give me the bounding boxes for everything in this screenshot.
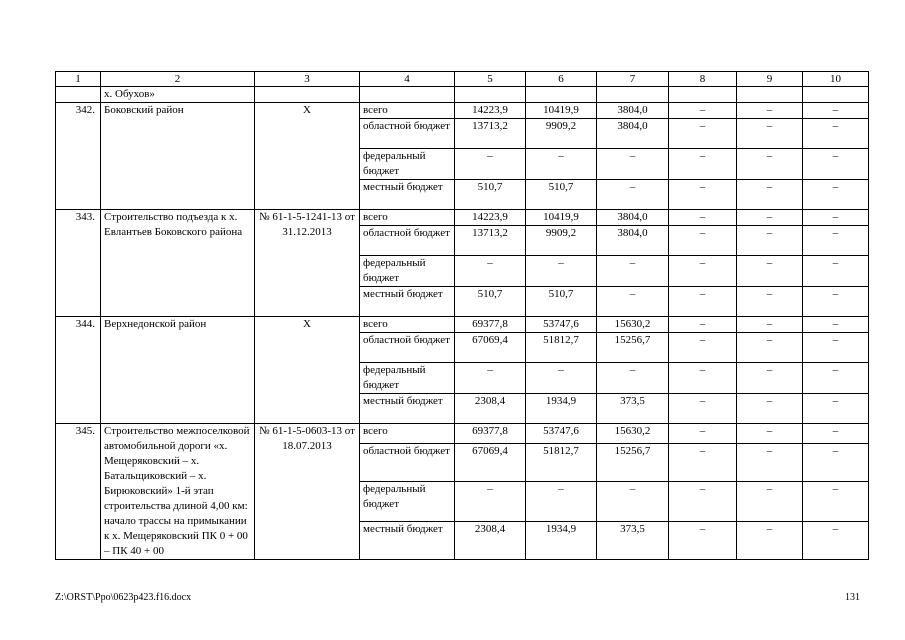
amount-cell: 373,5 <box>597 521 669 559</box>
amount-cell: – <box>803 256 869 287</box>
funding-source: областной бюджет <box>360 119 455 149</box>
empty-cell <box>360 87 455 103</box>
document-ref: № 61-1-5-0603-13 от 18.07.2013 <box>255 424 360 560</box>
amount-cell: – <box>669 119 737 149</box>
funding-source: всего <box>360 317 455 333</box>
amount-cell: 13713,2 <box>455 119 526 149</box>
amount-cell: – <box>669 103 737 119</box>
document-ref: Х <box>255 317 360 424</box>
amount-cell: 69377,8 <box>455 317 526 333</box>
amount-cell: – <box>737 119 803 149</box>
amount-cell: 14223,9 <box>455 210 526 226</box>
empty-cell <box>597 87 669 103</box>
amount-cell: – <box>737 521 803 559</box>
amount-cell: – <box>669 482 737 521</box>
amount-cell: – <box>737 210 803 226</box>
amount-cell: – <box>669 444 737 482</box>
amount-cell: – <box>737 394 803 424</box>
funding-source: всего <box>360 103 455 119</box>
amount-cell: 9909,2 <box>526 119 597 149</box>
amount-cell: – <box>455 256 526 287</box>
table-row <box>56 317 869 333</box>
funding-source: областной бюджет <box>360 333 455 363</box>
row-number: 342. <box>56 103 101 210</box>
amount-cell: 1934,9 <box>526 521 597 559</box>
amount-cell: – <box>669 180 737 210</box>
header-cell: 4 <box>360 72 455 87</box>
amount-cell: – <box>737 333 803 363</box>
amount-cell: – <box>669 521 737 559</box>
amount-cell: 3804,0 <box>597 210 669 226</box>
amount-cell: 510,7 <box>526 287 597 317</box>
amount-cell: – <box>597 256 669 287</box>
amount-cell: – <box>737 424 803 444</box>
empty-cell <box>255 87 360 103</box>
amount-cell: – <box>803 103 869 119</box>
amount-cell: 510,7 <box>526 180 597 210</box>
amount-cell: – <box>455 482 526 521</box>
amount-cell: 510,7 <box>455 287 526 317</box>
page-number: 131 <box>845 592 860 603</box>
amount-cell: 53747,6 <box>526 424 597 444</box>
amount-cell: – <box>597 363 669 394</box>
amount-cell: – <box>737 226 803 256</box>
amount-cell: 10419,9 <box>526 210 597 226</box>
budget-table <box>55 71 869 560</box>
amount-cell: 13713,2 <box>455 226 526 256</box>
funding-source: федеральный бюджет <box>360 149 455 180</box>
amount-cell: – <box>526 256 597 287</box>
amount-cell: – <box>737 363 803 394</box>
amount-cell: – <box>669 394 737 424</box>
amount-cell: – <box>803 333 869 363</box>
amount-cell: – <box>669 363 737 394</box>
funding-source: местный бюджет <box>360 394 455 424</box>
amount-cell: 9909,2 <box>526 226 597 256</box>
amount-cell: – <box>737 317 803 333</box>
amount-cell: 53747,6 <box>526 317 597 333</box>
header-cell: 1 <box>56 72 101 87</box>
funding-source: областной бюджет <box>360 444 455 482</box>
funding-source: федеральный бюджет <box>360 363 455 394</box>
amount-cell: – <box>737 444 803 482</box>
funding-source: местный бюджет <box>360 180 455 210</box>
amount-cell: – <box>455 363 526 394</box>
amount-cell: – <box>803 180 869 210</box>
amount-cell: 14223,9 <box>455 103 526 119</box>
header-cell: 6 <box>526 72 597 87</box>
amount-cell: 51812,7 <box>526 444 597 482</box>
amount-cell: 15256,7 <box>597 444 669 482</box>
amount-cell: – <box>669 149 737 180</box>
amount-cell: 15630,2 <box>597 424 669 444</box>
amount-cell: – <box>737 180 803 210</box>
object-name: Верхнедонской район <box>101 317 255 424</box>
document-ref: Х <box>255 103 360 210</box>
table-body <box>56 72 869 560</box>
header-cell: 8 <box>669 72 737 87</box>
amount-cell: – <box>597 180 669 210</box>
header-cell: 5 <box>455 72 526 87</box>
amount-cell: – <box>669 226 737 256</box>
row-number: 345. <box>56 424 101 560</box>
amount-cell: 1934,9 <box>526 394 597 424</box>
amount-cell: – <box>803 363 869 394</box>
funding-source: областной бюджет <box>360 226 455 256</box>
amount-cell: 3804,0 <box>597 119 669 149</box>
amount-cell: 67069,4 <box>455 444 526 482</box>
funding-source: федеральный бюджет <box>360 256 455 287</box>
continuation-row <box>56 87 869 103</box>
amount-cell: – <box>803 287 869 317</box>
amount-cell: – <box>803 317 869 333</box>
amount-cell: – <box>455 149 526 180</box>
amount-cell: – <box>669 287 737 317</box>
empty-cell <box>803 87 869 103</box>
empty-cell <box>455 87 526 103</box>
empty-cell <box>669 87 737 103</box>
header-cell: 7 <box>597 72 669 87</box>
header-cell: 10 <box>803 72 869 87</box>
amount-cell: 3804,0 <box>597 103 669 119</box>
amount-cell: 51812,7 <box>526 333 597 363</box>
header-cell: 3 <box>255 72 360 87</box>
table-row <box>56 424 869 444</box>
amount-cell: – <box>803 149 869 180</box>
amount-cell: – <box>526 149 597 180</box>
amount-cell: – <box>669 424 737 444</box>
amount-cell: – <box>597 149 669 180</box>
header-cell: 2 <box>101 72 255 87</box>
empty-cell <box>737 87 803 103</box>
footer-file-path: Z:\ORST\Ppo\0623p423.f16.docx <box>55 592 192 603</box>
amount-cell: – <box>737 149 803 180</box>
amount-cell: – <box>669 317 737 333</box>
amount-cell: – <box>597 482 669 521</box>
amount-cell: – <box>526 363 597 394</box>
amount-cell: 15256,7 <box>597 333 669 363</box>
amount-cell: – <box>803 210 869 226</box>
amount-cell: – <box>669 210 737 226</box>
object-name: Строительство подъезда к х. Евлантьев Боковского района <box>101 210 255 317</box>
funding-source: федеральный бюджет <box>360 482 455 521</box>
amount-cell: – <box>803 444 869 482</box>
continuation-name: х. Обухов» <box>101 87 255 103</box>
amount-cell: – <box>737 103 803 119</box>
amount-cell: – <box>803 394 869 424</box>
table-row <box>56 210 869 226</box>
header-cell: 9 <box>737 72 803 87</box>
amount-cell: 2308,4 <box>455 521 526 559</box>
funding-source: местный бюджет <box>360 521 455 559</box>
funding-source: всего <box>360 424 455 444</box>
amount-cell: 15630,2 <box>597 317 669 333</box>
amount-cell: 69377,8 <box>455 424 526 444</box>
row-number: 343. <box>56 210 101 317</box>
row-number: 344. <box>56 317 101 424</box>
empty-cell <box>56 87 101 103</box>
amount-cell: 3804,0 <box>597 226 669 256</box>
amount-cell: 373,5 <box>597 394 669 424</box>
table-header-row <box>56 72 869 87</box>
amount-cell: – <box>803 119 869 149</box>
amount-cell: 10419,9 <box>526 103 597 119</box>
document-ref: № 61-1-5-1241-13 от 31.12.2013 <box>255 210 360 317</box>
amount-cell: – <box>803 521 869 559</box>
amount-cell: – <box>803 424 869 444</box>
funding-source: местный бюджет <box>360 287 455 317</box>
amount-cell: – <box>803 226 869 256</box>
amount-cell: – <box>597 287 669 317</box>
amount-cell: – <box>737 256 803 287</box>
amount-cell: – <box>737 482 803 521</box>
table-row <box>56 103 869 119</box>
amount-cell: – <box>803 482 869 521</box>
amount-cell: 2308,4 <box>455 394 526 424</box>
amount-cell: – <box>669 333 737 363</box>
amount-cell: – <box>526 482 597 521</box>
empty-cell <box>526 87 597 103</box>
object-name: Боковский район <box>101 103 255 210</box>
amount-cell: – <box>669 256 737 287</box>
object-name: Строительство межпоселковой автомобильной дороги «х. Мещеряковский – х. Батальщиковский – х. Бирюковский» 1-й этап строительства длиной 4,00 км: начало трассы на примыкании к х. Мещеряковский ПК 0 + 00 – ПК 40 + 00 <box>101 424 255 560</box>
funding-source: всего <box>360 210 455 226</box>
amount-cell: – <box>737 287 803 317</box>
amount-cell: 67069,4 <box>455 333 526 363</box>
amount-cell: 510,7 <box>455 180 526 210</box>
